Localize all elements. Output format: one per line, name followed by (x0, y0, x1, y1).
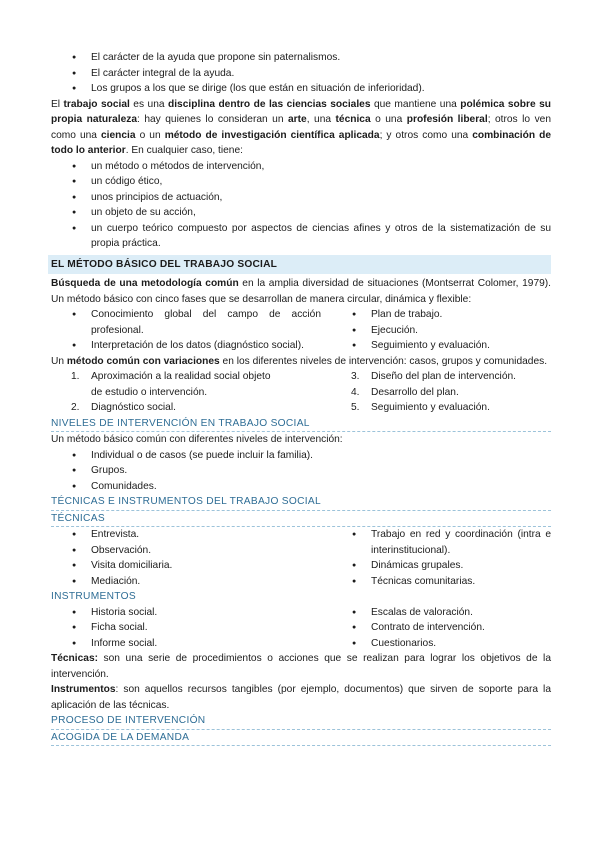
list-item: ● Observación. (51, 543, 331, 559)
list-item: 1. Aproximación a la realidad social objeto de estudio o intervención. (71, 371, 271, 398)
list-item: ● Individual o de casos (se puede incluir la familia). (51, 448, 551, 464)
list-item: 2. Diagnóstico social. (71, 402, 176, 413)
list-item: ● El carácter integral de la ayuda. (51, 66, 551, 82)
steps-left-list (51, 369, 331, 416)
instrumentos-definition: Instrumentos: son aquellos recursos tangibles (por ejemplo, documentos) que sirven de soporte para la aplicación de las técnicas. (51, 684, 551, 711)
instrumentos-left-list (51, 605, 331, 652)
tecnicas-right-list (331, 527, 551, 589)
list-item: ● El carácter de la ayuda que propone sin paternalismos. (51, 50, 551, 66)
list-item: ● Ficha social. (51, 620, 331, 636)
list-item: ● unos principios de actuación, (51, 190, 551, 206)
list-item: ● Interpretación de los datos (diagnóstico social). (51, 338, 331, 354)
list-item: ● Técnicas comunitarias. (331, 574, 551, 590)
list-item: ● Grupos. (51, 463, 551, 479)
list-item: 5. Seguimiento y evaluación. (351, 402, 490, 413)
list-item: ● Entrevista. (51, 527, 331, 543)
list-item: ● un objeto de su acción, (51, 205, 551, 221)
list-item: ● Visita domiciliaria. (51, 558, 331, 574)
components-bullet-list (51, 159, 551, 252)
list-item: ● Trabajo en red y coordinación (intra e interinstitucional). (331, 527, 551, 558)
niveles-list (51, 448, 551, 495)
list-item: 3. Diseño del plan de intervención. (351, 371, 516, 382)
niveles-intro: Un método básico común con diferentes niveles de intervención: (51, 434, 343, 445)
heading-tecnicas-instrumentos: TÉCNICAS E INSTRUMENTOS DEL TRABAJO SOCIAL (51, 494, 551, 511)
steps-right-list (331, 369, 551, 416)
section-banner-metodo: EL MÉTODO BÁSICO DEL TRABAJO SOCIAL (48, 255, 551, 275)
list-item: ● Ejecución. (331, 323, 551, 339)
variations-paragraph: Un método común con variaciones en los diferentes niveles de intervención: casos, grupos y comunidades. (51, 355, 548, 367)
list-item: 4. Desarrollo del plan. (351, 386, 459, 398)
list-item: ● Dinámicas grupales. (331, 558, 551, 574)
list-item: ● Comunidades. (51, 479, 551, 495)
list-item: ● Contrato de intervención. (331, 620, 551, 636)
list-item: ● Los grupos a los que se dirige (los que están en situación de inferioridad). (51, 81, 551, 97)
heading-proceso: PROCESO DE INTERVENCIÓN (51, 713, 551, 730)
list-item: ● un cuerpo teórico compuesto por aspectos de ciencias afines y otros de la sistematización de su propia práctica. (51, 221, 551, 252)
list-item: ● Cuestionarios. (331, 636, 551, 652)
list-item: ● Seguimiento y evaluación. (331, 338, 551, 354)
instrumentos-columns (51, 605, 551, 652)
list-item: ● Mediación. (51, 574, 331, 590)
phases-columns (51, 307, 551, 354)
intro-bullet-list (51, 50, 551, 97)
definition-paragraph: El trabajo social es una disciplina dentro de las ciencias sociales que mantiene una polémica sobre su propia naturaleza: hay quienes lo consideran un arte, una técnica o una profesión liberal; otros lo ven como una ciencia o un método de investigación científica aplicada; y otros como una combinación de todo lo anterior. En cualquier caso, tiene: (51, 98, 551, 156)
list-item: ● Conocimiento global del campo de acción profesional. (51, 307, 331, 338)
phases-left-list (51, 307, 331, 354)
phases-right-list (331, 307, 551, 354)
instrumentos-right-list (331, 605, 551, 652)
steps-columns (51, 369, 551, 416)
document-page (51, 50, 551, 746)
list-item: ● Plan de trabajo. (331, 307, 551, 323)
list-item: ● un código ético, (51, 174, 551, 190)
list-item: ● Historia social. (51, 605, 331, 621)
tecnicas-columns (51, 527, 551, 589)
heading-niveles: NIVELES DE INTERVENCIÓN EN TRABAJO SOCIAL (51, 416, 551, 433)
list-item: ● Escalas de valoración. (331, 605, 551, 621)
tecnicas-left-list (51, 527, 331, 589)
subheading-instrumentos: INSTRUMENTOS (51, 591, 136, 602)
subheading-tecnicas: TÉCNICAS (51, 511, 551, 528)
list-item: ● Informe social. (51, 636, 331, 652)
tecnicas-definition: Técnicas: son una serie de procedimientos o acciones que se realizan para lograr los objetivos de la intervención. (51, 653, 551, 680)
metodo-paragraph: Búsqueda de una metodología común en la amplia diversidad de situaciones (Montserrat Colomer, 1979). Un método básico con cinco fases que se desarrollan de manera circular, dinámica y flexible: (51, 278, 551, 305)
list-item: ● un método o métodos de intervención, (51, 159, 551, 175)
subheading-acogida: ACOGIDA DE LA DEMANDA (51, 730, 551, 747)
